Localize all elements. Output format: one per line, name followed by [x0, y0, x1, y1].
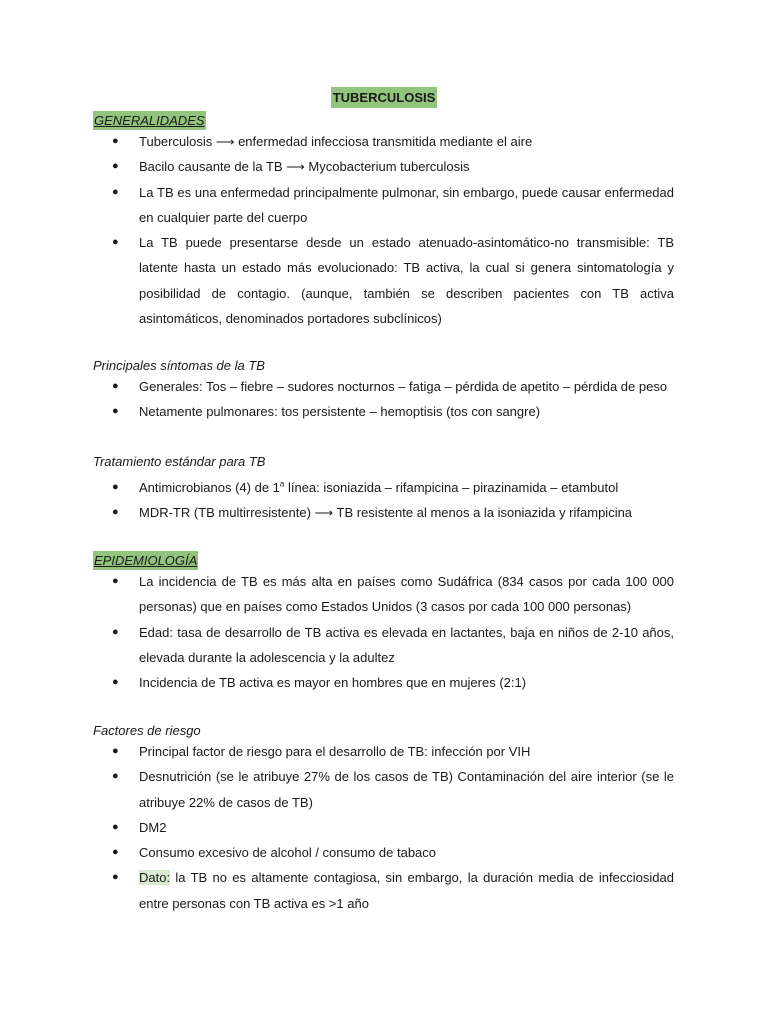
list-epidemiologia	[112, 569, 674, 695]
heading-generalidades: GENERALIDADES	[94, 113, 205, 128]
bullet-icon: ●	[112, 745, 119, 757]
list-item: ● Consumo excesivo de alcohol / consumo de tabaco	[112, 840, 674, 865]
heading-factores: Factores de riesgo	[93, 723, 201, 738]
dato-label: Dato:	[139, 870, 171, 886]
list-item: ● Netamente pulmonares: tos persistente – hemoptisis (tos con sangre)	[112, 399, 674, 424]
document-title: TUBERCULOSIS	[331, 87, 438, 108]
heading-tratamiento: Tratamiento estándar para TB	[93, 454, 266, 469]
heading-epidemiologia: EPIDEMIOLOGÍA	[94, 553, 198, 568]
bullet-icon: ●	[112, 770, 119, 783]
bullet-icon: ●	[112, 575, 119, 587]
list-item: ● Tuberculosis ⟶ enfermedad infecciosa transmitida mediante el aire	[112, 129, 674, 154]
bullet-icon: ●	[112, 405, 119, 418]
bullet-icon: ●	[112, 506, 119, 519]
bullet-icon: ●	[112, 676, 119, 689]
list-item: ● MDR-TR (TB multirresistente) ⟶ TB resistente al menos a la isoniazida y rifampicina	[112, 500, 674, 525]
bullet-icon: ●	[112, 236, 119, 249]
list-item: ● Incidencia de TB activa es mayor en hombres que en mujeres (2:1)	[112, 670, 674, 695]
bullet-icon: ●	[112, 135, 119, 147]
bullet-icon: ●	[112, 871, 119, 884]
list-item: ● Desnutrición (se le atribuye 27% de los casos de TB) Contaminación del aire interior (se le atribuye 22% de casos de TB)	[112, 764, 674, 815]
bullet-icon: ●	[112, 481, 119, 493]
list-item: ● Principal factor de riesgo para el desarrollo de TB: infección por VIH	[112, 739, 674, 764]
list-sintomas	[112, 374, 674, 425]
bullet-icon: ●	[112, 625, 119, 638]
bullet-icon: ●	[112, 846, 119, 859]
list-item: ● Bacilo causante de la TB ⟶ Mycobacterium tuberculosis	[112, 154, 674, 179]
list-item: ● Dato: la TB no es altamente contagiosa, sin embargo, la duración media de infecciosidad entre personas con TB activa es >1 año	[112, 865, 674, 916]
list-item: ● Generales: Tos – fiebre – sudores nocturnos – fatiga – pérdida de apetito – pérdida de peso	[112, 374, 674, 399]
list-item: ● La TB es una enfermedad principalmente pulmonar, sin embargo, puede causar enfermedad en cualquier parte del cuerpo	[112, 180, 674, 231]
list-item: ● Edad: tasa de desarrollo de TB activa es elevada en lactantes, baja en niños de 2-10 años, elevada durante la adolescencia y la adultez	[112, 620, 674, 671]
heading-sintomas: Principales síntomas de la TB	[93, 358, 265, 373]
bullet-icon: ●	[112, 160, 119, 173]
bullet-icon: ●	[112, 380, 119, 392]
list-tratamiento	[112, 475, 674, 526]
list-item: ● La TB puede presentarse desde un estado atenuado-asintomático-no transmisible: TB latente hasta un estado más evolucionado: TB activa, la cual si genera sintomatología y posibilidad de contagio. (aunque, también se describen pacientes con TB activa asintomáticos, denominados portadores subclínicos)	[112, 230, 674, 331]
bullet-icon: ●	[112, 185, 119, 198]
list-item: ● Antimicrobianos (4) de 1$^a$ línea: isoniazida – rifampicina – pirazinamida – etambutol	[112, 475, 674, 500]
list-item: ● La incidencia de TB es más alta en países como Sudáfrica (834 casos por cada 100 000 personas) que en países como Estados Unidos (3 casos por cada 100 000 personas)	[112, 569, 674, 620]
list-item: ● DM2	[112, 815, 674, 840]
list-factores	[112, 739, 674, 916]
bullet-icon: ●	[112, 820, 119, 833]
list-generalidades	[112, 129, 674, 331]
